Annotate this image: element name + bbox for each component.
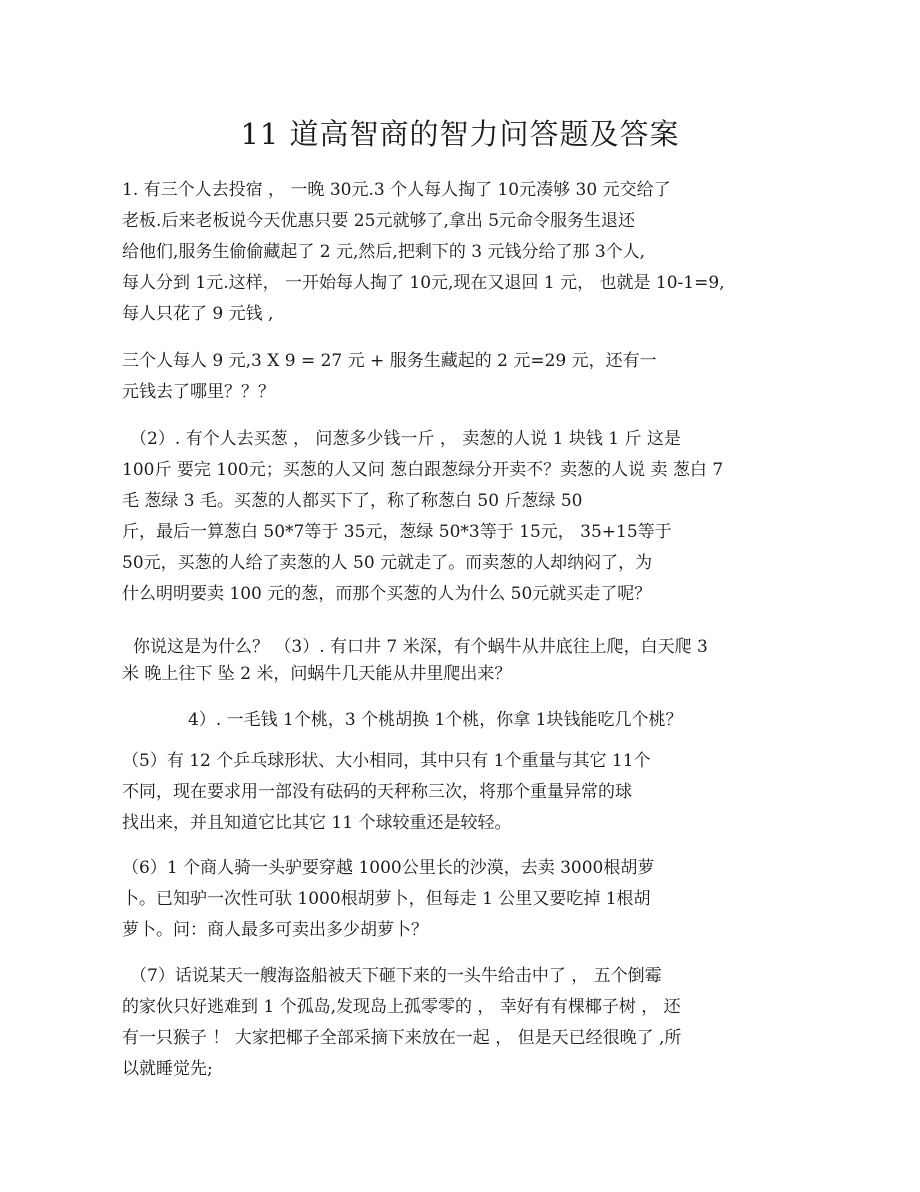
paragraph-3-line-2: 100斤 要完 100元；买葱的人又问 葱白跟葱绿分开卖不？卖葱的人说 卖 葱白 7 (122, 460, 724, 480)
paragraph-1-line-1: 1. 有三个人去投宿 ， 一晚 30元.3 个人每人掏了 10元凑够 30 元交给了 (122, 180, 671, 200)
paragraph-3-line-3: 毛 葱绿 3 毛。买葱的人都买下了，称了称葱白 50 斤葱绿 50 (122, 491, 583, 511)
paragraph-8-line-1: （7）话说某天一艘海盗船被天下砸下来的一头牛给击中了 ， 五个倒霉 (130, 966, 662, 986)
paragraph-3-line-4: 斤，最后一算葱白 50*7等于 35元，葱绿 50*3等于 15元， 35+15等于 (122, 522, 672, 542)
paragraph-5-line-1: 4）. 一毛钱 1个桃，3 个桃胡换 1个桃，你拿 1块钱能吃几个桃？ (188, 710, 683, 730)
paragraph-1-line-3: 给他们,服务生偷偷藏起了 2 元,然后,把剩下的 3 元钱分给了那 3个人, (122, 242, 646, 262)
paragraph-2-line-2: 元钱去了哪里？？？ (122, 382, 275, 402)
paragraph-4-line-1: 你说这是为什么？ （3）. 有口井 7 米深，有个蜗牛从井底往上爬，白天爬 3 (133, 637, 708, 657)
paragraph-8-line-3: 有一只猴子 ！ 大家把椰子全部采摘下来放在一起 ， 但是天已经很晚了 ,所 (122, 1028, 682, 1048)
paragraph-7-line-2: 卜。已知驴一次性可驮 1000根胡萝卜，但每走 1 公里又要吃掉 1根胡 (122, 889, 651, 909)
paragraph-2-line-1: 三个人每人 9 元,3 X 9 = 27 元 + 服务生藏起的 2 元=29 元，还有一 (122, 351, 657, 371)
document-title: 11 道高智商的智力问答题及答案 (240, 117, 680, 151)
paragraph-3-line-6: 什么明明要卖 100 元的葱，而那个买葱的人为什么 50元就买走了呢？ (122, 584, 652, 604)
paragraph-1-line-5: 每人只花了 9 元钱 , (122, 304, 274, 324)
paragraph-3-line-1: （2）. 有个人去买葱 ， 问葱多少钱一斤 ， 卖葱的人说 1 块钱 1 斤 这是 (130, 429, 681, 449)
paragraph-3-line-5: 50元，买葱的人给了卖葱的人 50 元就走了。而卖葱的人却纳闷了，为 (122, 553, 653, 573)
paragraph-6-line-2: 不同，现在要求用一部没有砝码的天秤称三次，将那个重量异常的球 (122, 782, 632, 802)
paragraph-1-line-2: 老板.后来老板说今天优惠只要 25元就够了,拿出 5元命令服务生退还 (122, 211, 636, 231)
paragraph-4-line-2: 米 晚上往下 坠 2 米，问蜗牛几天能从井里爬出来？ (122, 664, 512, 684)
paragraph-7-line-1: （6）1 个商人骑一头驴要穿越 1000公里长的沙漠，去卖 3000根胡萝 (122, 858, 655, 878)
paragraph-7-line-3: 萝卜。问：商人最多可卖出多少胡萝卜？ (122, 920, 428, 940)
paragraph-6-line-1: （5）有 12 个乒乓球形状、大小相同，其中只有 1个重量与其它 11个 (122, 751, 651, 771)
paragraph-1-line-4: 每人分到 1元.这样， 一开始每人掏了 10元,现在又退回 1 元， 也就是 10-1=9, (122, 273, 725, 293)
paragraph-8-line-4: 以就睡觉先; (122, 1059, 213, 1079)
paragraph-8-line-2: 的家伙只好逃难到 1 个孤岛,发现岛上孤零零的 ， 幸好有有棵椰子树 ， 还 (122, 997, 681, 1017)
paragraph-6-line-3: 找出来，并且知道它比其它 11 个球较重还是较轻。 (122, 813, 512, 833)
